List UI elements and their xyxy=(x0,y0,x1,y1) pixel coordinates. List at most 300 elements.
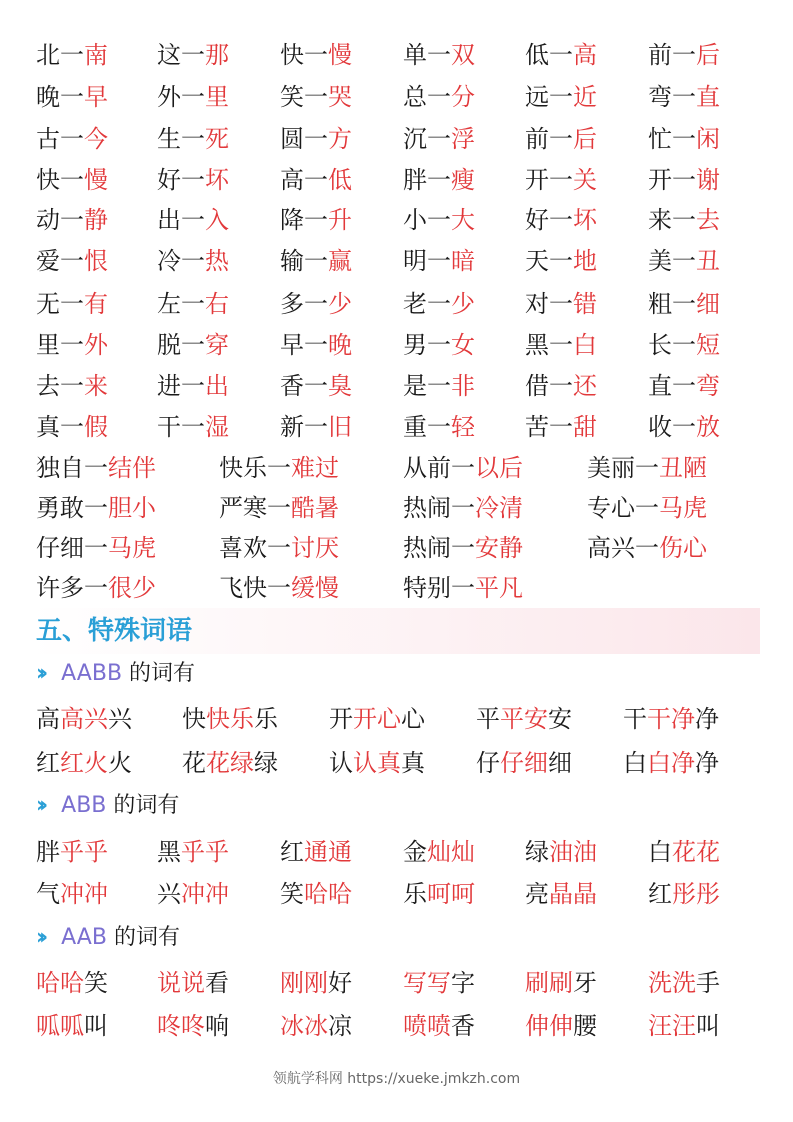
word-part: 细 xyxy=(548,749,572,777)
antonym-word: 热闹 xyxy=(403,534,451,562)
antonym-opposite: 双 xyxy=(451,41,475,69)
antonym-word: 忙 xyxy=(648,125,672,153)
dash-separator: 一 xyxy=(181,247,205,275)
abb-word xyxy=(525,876,597,912)
antonym-pair xyxy=(403,243,475,279)
antonym-pair xyxy=(525,409,597,445)
antonym-word: 热闹 xyxy=(403,494,451,522)
abb-suffix: 的词有 xyxy=(113,793,180,818)
aab-word xyxy=(648,965,720,1001)
dash-separator: 一 xyxy=(181,372,205,400)
antonym-word: 小 xyxy=(403,206,427,234)
antonym-opposite: 以后 xyxy=(475,454,523,482)
antonym-opposite: 非 xyxy=(451,372,475,400)
dash-separator: 一 xyxy=(60,166,84,194)
word-highlight: 干净 xyxy=(647,705,695,733)
antonym-word: 动 xyxy=(36,206,60,234)
dash-separator: 一 xyxy=(181,413,205,441)
antonym-word: 里 xyxy=(36,331,60,359)
antonym-word: 爱 xyxy=(36,247,60,275)
antonym-opposite: 今 xyxy=(84,125,108,153)
antonym-opposite: 早 xyxy=(84,83,108,111)
aabb-word xyxy=(36,701,132,737)
antonym-pair xyxy=(219,570,339,606)
antonym-word: 低 xyxy=(525,41,549,69)
word-highlight: 冲冲 xyxy=(60,880,108,908)
antonym-opposite: 臭 xyxy=(328,372,352,400)
antonym-pair xyxy=(36,450,156,486)
word-part: 认 xyxy=(329,749,353,777)
antonym-opposite: 来 xyxy=(84,372,108,400)
antonym-word: 香 xyxy=(280,372,304,400)
dash-separator: 一 xyxy=(672,125,696,153)
antonym-opposite: 里 xyxy=(205,83,229,111)
aab-word xyxy=(36,1008,108,1044)
dash-separator: 一 xyxy=(549,372,573,400)
word-highlight: 伸伸 xyxy=(525,1012,573,1040)
dash-separator: 一 xyxy=(672,206,696,234)
antonym-pair xyxy=(36,202,108,238)
dash-separator: 一 xyxy=(304,290,328,318)
word-part: 笑 xyxy=(84,969,108,997)
dash-separator: 一 xyxy=(84,494,108,522)
dash-separator: 一 xyxy=(549,331,573,359)
dash-separator: 一 xyxy=(60,331,84,359)
antonym-pair xyxy=(219,530,339,566)
word-part: 乐 xyxy=(254,705,278,733)
antonym-word: 单 xyxy=(403,41,427,69)
dash-separator: 一 xyxy=(304,166,328,194)
antonym-word: 总 xyxy=(403,83,427,111)
word-part: 笑 xyxy=(280,880,304,908)
antonym-word: 美丽 xyxy=(587,454,635,482)
antonym-opposite: 酷暑 xyxy=(291,494,339,522)
antonym-opposite: 赢 xyxy=(328,247,352,275)
dash-separator: 一 xyxy=(549,413,573,441)
word-highlight: 晶晶 xyxy=(549,880,597,908)
word-highlight: 哈哈 xyxy=(36,969,84,997)
antonym-pair xyxy=(280,37,352,73)
word-part: 手 xyxy=(696,969,720,997)
antonym-opposite: 安静 xyxy=(475,534,523,562)
dash-separator: 一 xyxy=(451,574,475,602)
dash-separator: 一 xyxy=(304,41,328,69)
antonym-pair xyxy=(648,243,720,279)
word-highlight: 哈哈 xyxy=(304,880,352,908)
antonym-opposite: 瘦 xyxy=(451,166,475,194)
abb-word xyxy=(157,876,229,912)
antonym-pair xyxy=(157,121,229,157)
dash-separator: 一 xyxy=(672,372,696,400)
aabb-word xyxy=(329,745,425,781)
word-part: 叫 xyxy=(84,1012,108,1040)
aabb-word xyxy=(329,701,425,737)
word-highlight: 快乐 xyxy=(206,705,254,733)
aabb-label: AABB xyxy=(61,661,123,686)
antonym-opposite: 平凡 xyxy=(475,574,523,602)
abb-word xyxy=(280,834,352,870)
antonym-pair xyxy=(36,286,108,322)
antonym-word: 左 xyxy=(157,290,181,318)
word-part: 心 xyxy=(401,705,425,733)
dash-separator: 一 xyxy=(267,574,291,602)
dash-separator: 一 xyxy=(181,166,205,194)
word-highlight: 说说 xyxy=(157,969,205,997)
dash-separator: 一 xyxy=(427,290,451,318)
antonym-pair xyxy=(403,202,475,238)
antonym-pair xyxy=(587,530,707,566)
word-part: 绿 xyxy=(254,749,278,777)
aabb-word xyxy=(623,701,719,737)
antonym-pair xyxy=(36,570,156,606)
dash-separator: 一 xyxy=(635,534,659,562)
antonym-opposite: 错 xyxy=(573,290,597,318)
antonym-word: 直 xyxy=(648,372,672,400)
antonym-opposite: 坏 xyxy=(205,166,229,194)
antonym-pair xyxy=(587,490,707,526)
antonym-word: 从前 xyxy=(403,454,451,482)
antonym-opposite: 浮 xyxy=(451,125,475,153)
antonym-word: 高兴 xyxy=(587,534,635,562)
antonym-word: 这 xyxy=(157,41,181,69)
word-part: 响 xyxy=(205,1012,229,1040)
antonym-opposite: 闲 xyxy=(696,125,720,153)
word-part: 好 xyxy=(328,969,352,997)
antonym-word: 笑 xyxy=(280,83,304,111)
word-part: 干 xyxy=(623,705,647,733)
antonym-opposite: 女 xyxy=(451,331,475,359)
antonym-word: 冷 xyxy=(157,247,181,275)
antonym-word: 晚 xyxy=(36,83,60,111)
antonym-pair xyxy=(648,202,720,238)
word-highlight: 开心 xyxy=(353,705,401,733)
dash-separator: 一 xyxy=(60,41,84,69)
antonym-word: 来 xyxy=(648,206,672,234)
dash-separator: 一 xyxy=(427,206,451,234)
antonym-word: 弯 xyxy=(648,83,672,111)
antonym-opposite: 假 xyxy=(84,413,108,441)
antonym-pair xyxy=(648,121,720,157)
word-part: 字 xyxy=(451,969,475,997)
word-part: 胖 xyxy=(36,838,60,866)
antonym-pair xyxy=(157,79,229,115)
dash-separator: 一 xyxy=(304,206,328,234)
antonym-word: 勇敢 xyxy=(36,494,84,522)
antonym-pair xyxy=(403,121,475,157)
antonym-word: 北 xyxy=(36,41,60,69)
antonym-pair xyxy=(525,243,597,279)
dash-separator: 一 xyxy=(427,372,451,400)
antonym-word: 苦 xyxy=(525,413,549,441)
word-highlight: 乎乎 xyxy=(181,838,229,866)
antonym-pair xyxy=(157,327,229,363)
antonym-pair xyxy=(648,409,720,445)
antonym-pair xyxy=(280,409,352,445)
dash-separator: 一 xyxy=(451,534,475,562)
antonym-opposite: 分 xyxy=(451,83,475,111)
dash-separator: 一 xyxy=(427,247,451,275)
antonym-word: 沉 xyxy=(403,125,427,153)
abb-word xyxy=(36,834,108,870)
antonym-word: 许多 xyxy=(36,574,84,602)
antonym-pair xyxy=(280,121,352,157)
dash-separator: 一 xyxy=(427,41,451,69)
dash-separator: 一 xyxy=(549,166,573,194)
dash-separator: 一 xyxy=(60,247,84,275)
aabb-suffix: 的词有 xyxy=(129,661,196,686)
antonym-opposite: 慢 xyxy=(84,166,108,194)
word-highlight: 花绿 xyxy=(206,749,254,777)
antonym-word: 特别 xyxy=(403,574,451,602)
word-part: 红 xyxy=(280,838,304,866)
word-highlight: 咚咚 xyxy=(157,1012,205,1040)
antonym-opposite: 热 xyxy=(205,247,229,275)
antonym-pair xyxy=(280,327,352,363)
antonym-pair xyxy=(157,409,229,445)
word-part: 绿 xyxy=(525,838,549,866)
dash-separator: 一 xyxy=(304,125,328,153)
antonym-opposite: 暗 xyxy=(451,247,475,275)
antonym-word: 多 xyxy=(280,290,304,318)
dash-separator: 一 xyxy=(60,372,84,400)
antonym-pair xyxy=(525,37,597,73)
antonym-word: 喜欢 xyxy=(219,534,267,562)
antonym-pair xyxy=(648,327,720,363)
antonym-word: 真 xyxy=(36,413,60,441)
antonym-word: 专心 xyxy=(587,494,635,522)
dash-separator: 一 xyxy=(427,413,451,441)
word-highlight: 认真 xyxy=(353,749,401,777)
chevron-right-icon: ›› xyxy=(36,925,43,950)
dash-separator: 一 xyxy=(549,290,573,318)
antonym-opposite: 讨厌 xyxy=(291,534,339,562)
antonym-pair xyxy=(525,327,597,363)
word-highlight: 高兴 xyxy=(60,705,108,733)
aab-label: AAB xyxy=(61,925,107,950)
antonym-word: 胖 xyxy=(403,166,427,194)
word-part: 花 xyxy=(182,749,206,777)
antonym-word: 进 xyxy=(157,372,181,400)
antonym-opposite: 出 xyxy=(205,372,229,400)
section-title: 五、特殊词语 xyxy=(36,616,193,646)
word-part: 平 xyxy=(476,705,500,733)
dash-separator: 一 xyxy=(181,83,205,111)
antonym-pair xyxy=(36,37,108,73)
antonym-pair xyxy=(403,162,475,198)
antonym-pair xyxy=(403,450,523,486)
aab-word xyxy=(280,1008,352,1044)
dash-separator: 一 xyxy=(267,454,291,482)
word-part: 叫 xyxy=(696,1012,720,1040)
word-highlight: 花花 xyxy=(672,838,720,866)
antonym-word: 无 xyxy=(36,290,60,318)
antonym-opposite: 静 xyxy=(84,206,108,234)
word-part: 看 xyxy=(205,969,229,997)
antonym-opposite: 大 xyxy=(451,206,475,234)
antonym-opposite: 高 xyxy=(573,41,597,69)
antonym-word: 是 xyxy=(403,372,427,400)
antonym-word: 收 xyxy=(648,413,672,441)
antonym-opposite: 还 xyxy=(573,372,597,400)
antonym-pair xyxy=(587,450,707,486)
aabb-word xyxy=(182,701,278,737)
antonym-opposite: 近 xyxy=(573,83,597,111)
dash-separator: 一 xyxy=(672,83,696,111)
antonym-pair xyxy=(648,162,720,198)
dash-separator: 一 xyxy=(60,290,84,318)
dash-separator: 一 xyxy=(549,41,573,69)
aab-heading xyxy=(36,922,180,954)
antonym-word: 古 xyxy=(36,125,60,153)
antonym-pair xyxy=(280,79,352,115)
antonym-opposite: 恨 xyxy=(84,247,108,275)
aab-word xyxy=(525,1008,597,1044)
antonym-opposite: 马虎 xyxy=(659,494,707,522)
antonym-opposite: 很少 xyxy=(108,574,156,602)
antonym-opposite: 少 xyxy=(328,290,352,318)
dash-separator: 一 xyxy=(549,206,573,234)
dash-separator: 一 xyxy=(549,125,573,153)
antonym-opposite: 湿 xyxy=(205,413,229,441)
antonym-word: 明 xyxy=(403,247,427,275)
antonym-pair xyxy=(280,286,352,322)
word-part: 气 xyxy=(36,880,60,908)
word-highlight: 油油 xyxy=(549,838,597,866)
chevron-right-icon: ›› xyxy=(36,661,43,686)
dash-separator: 一 xyxy=(451,454,475,482)
word-part: 腰 xyxy=(573,1012,597,1040)
abb-word xyxy=(648,834,720,870)
antonym-opposite: 关 xyxy=(573,166,597,194)
antonym-pair xyxy=(36,327,108,363)
antonym-opposite: 白 xyxy=(573,331,597,359)
word-part: 高 xyxy=(36,705,60,733)
word-part: 火 xyxy=(108,749,132,777)
dash-separator: 一 xyxy=(267,534,291,562)
antonym-pair xyxy=(280,368,352,404)
antonym-pair xyxy=(36,121,108,157)
aab-word xyxy=(403,1008,475,1044)
antonym-opposite: 后 xyxy=(696,41,720,69)
word-highlight: 冲冲 xyxy=(181,880,229,908)
word-part: 兴 xyxy=(108,705,132,733)
word-highlight: 通通 xyxy=(304,838,352,866)
word-highlight: 写写 xyxy=(403,969,451,997)
antonym-word: 快乐 xyxy=(219,454,267,482)
word-part: 金 xyxy=(403,838,427,866)
antonym-opposite: 丑 xyxy=(696,247,720,275)
antonym-opposite: 难过 xyxy=(291,454,339,482)
antonym-opposite: 放 xyxy=(696,413,720,441)
abb-word xyxy=(525,834,597,870)
antonym-opposite: 细 xyxy=(696,290,720,318)
word-highlight: 汪汪 xyxy=(648,1012,696,1040)
antonym-pair xyxy=(403,530,523,566)
antonym-pair xyxy=(157,368,229,404)
dash-separator: 一 xyxy=(549,247,573,275)
antonym-word: 对 xyxy=(525,290,549,318)
antonym-word: 男 xyxy=(403,331,427,359)
antonym-word: 好 xyxy=(157,166,181,194)
dash-separator: 一 xyxy=(427,83,451,111)
antonym-word: 高 xyxy=(280,166,304,194)
antonym-pair xyxy=(403,79,475,115)
antonym-word: 黑 xyxy=(525,331,549,359)
antonym-pair xyxy=(525,202,597,238)
antonym-word: 借 xyxy=(525,372,549,400)
antonym-opposite: 入 xyxy=(205,206,229,234)
antonym-pair xyxy=(648,286,720,322)
abb-heading xyxy=(36,790,179,822)
abb-word xyxy=(403,876,475,912)
antonym-pair xyxy=(403,570,523,606)
antonym-opposite: 晚 xyxy=(328,331,352,359)
antonym-pair xyxy=(648,368,720,404)
word-highlight: 冰冰 xyxy=(280,1012,328,1040)
aab-suffix: 的词有 xyxy=(113,925,180,950)
antonym-opposite: 低 xyxy=(328,166,352,194)
antonym-word: 仔细 xyxy=(36,534,84,562)
antonym-word: 前 xyxy=(525,125,549,153)
antonym-word: 出 xyxy=(157,206,181,234)
aabb-word xyxy=(476,701,572,737)
antonym-opposite: 地 xyxy=(573,247,597,275)
dash-separator: 一 xyxy=(672,413,696,441)
antonym-opposite: 轻 xyxy=(451,413,475,441)
word-part: 香 xyxy=(451,1012,475,1040)
antonym-word: 重 xyxy=(403,413,427,441)
antonym-pair xyxy=(648,79,720,115)
word-part: 牙 xyxy=(573,969,597,997)
abb-word xyxy=(157,834,229,870)
antonym-opposite: 右 xyxy=(205,290,229,318)
dash-separator: 一 xyxy=(451,494,475,522)
dash-separator: 一 xyxy=(304,331,328,359)
antonym-word: 好 xyxy=(525,206,549,234)
dash-separator: 一 xyxy=(181,331,205,359)
dash-separator: 一 xyxy=(84,534,108,562)
antonym-opposite: 穿 xyxy=(205,331,229,359)
dash-separator: 一 xyxy=(427,125,451,153)
antonym-opposite: 谢 xyxy=(696,166,720,194)
word-highlight: 平安 xyxy=(500,705,548,733)
word-part: 安 xyxy=(548,705,572,733)
antonym-opposite: 后 xyxy=(573,125,597,153)
dash-separator: 一 xyxy=(427,166,451,194)
aabb-word xyxy=(182,745,278,781)
antonym-word: 开 xyxy=(525,166,549,194)
dash-separator: 一 xyxy=(672,247,696,275)
antonym-word: 美 xyxy=(648,247,672,275)
dash-separator: 一 xyxy=(84,574,108,602)
antonym-opposite: 马虎 xyxy=(108,534,156,562)
antonym-pair xyxy=(280,162,352,198)
dash-separator: 一 xyxy=(60,83,84,111)
antonym-opposite: 伤心 xyxy=(659,534,707,562)
aab-word xyxy=(280,965,352,1001)
dash-separator: 一 xyxy=(60,206,84,234)
word-highlight: 红火 xyxy=(60,749,108,777)
dash-separator: 一 xyxy=(304,372,328,400)
word-highlight: 呱呱 xyxy=(36,1012,84,1040)
antonym-pair xyxy=(403,368,475,404)
dash-separator: 一 xyxy=(181,290,205,318)
antonym-opposite: 少 xyxy=(451,290,475,318)
dash-separator: 一 xyxy=(267,494,291,522)
word-part: 白 xyxy=(648,838,672,866)
dash-separator: 一 xyxy=(304,413,328,441)
antonym-pair xyxy=(403,286,475,322)
